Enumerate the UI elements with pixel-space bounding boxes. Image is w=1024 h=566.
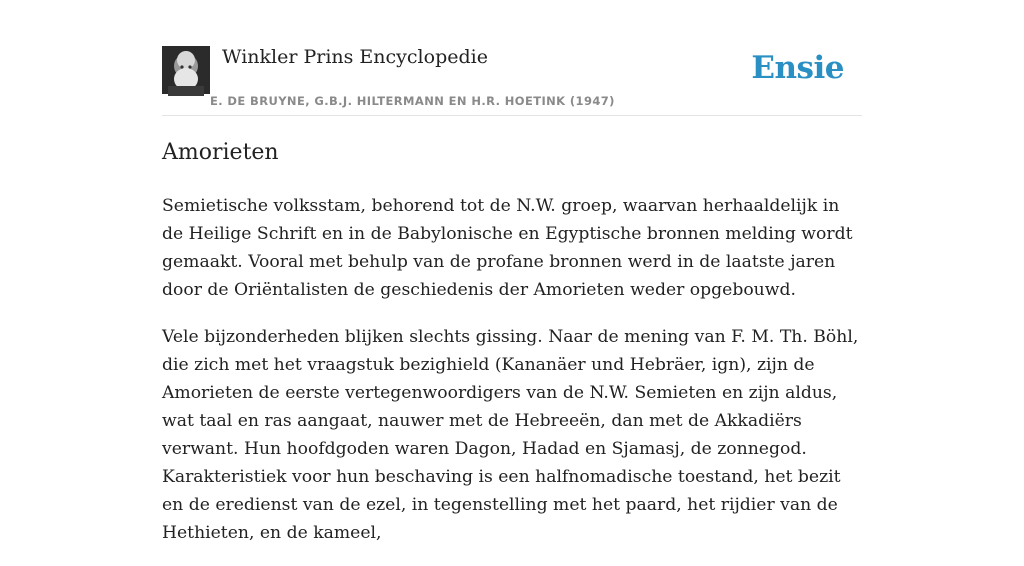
author-avatar[interactable]	[162, 46, 210, 94]
article-body	[162, 192, 862, 566]
source-title[interactable]: Winkler Prins Encyclopedie	[222, 46, 488, 68]
article-paragraph: Semietische volksstam, behorend tot de N.W. groep, waarvan herhaaldelijk in de Heilige Schrift en in de Babylonische en Egyptische bronnen melding wordt gemaakt. Vooral met behulp van de profane bronnen werd in de laatste jaren door de Oriëntalisten de geschiedenis der Amorieten weder opgebouwd.	[162, 196, 853, 300]
article-paragraph: Vele bijzonderheden blijken slechts gissing. Naar de mening van F. M. Th. Böhl, die zich met het vraagstuk bezighield (Kananäer und Hebräer, ign), zijn de Amorieten de eerste vertegenwoordigers van de N.W. Semieten en zijn aldus, wat taal en ras aangaat, nauwer met de Hebreeën, dan met de Akkadiërs verwant. Hun hoofdgoden waren Dagon, Hadad en Sjamasj, de zonnegod. Karakteristiek voor hun beschaving is een halfnomadische toestand, het bezit en de eredienst van de ezel, in tegenstelling met het paard, het rijdier van de Hethieten, en de kameel,	[162, 327, 859, 543]
source-authors: E. DE BRUYNE, G.B.J. HILTERMANN EN H.R. HOETINK (1947)	[210, 94, 615, 108]
ensie-logo[interactable]: Ensie	[751, 50, 844, 86]
article-title: Amorieten	[162, 140, 279, 165]
source-header	[162, 46, 862, 116]
portrait-image	[162, 46, 210, 94]
